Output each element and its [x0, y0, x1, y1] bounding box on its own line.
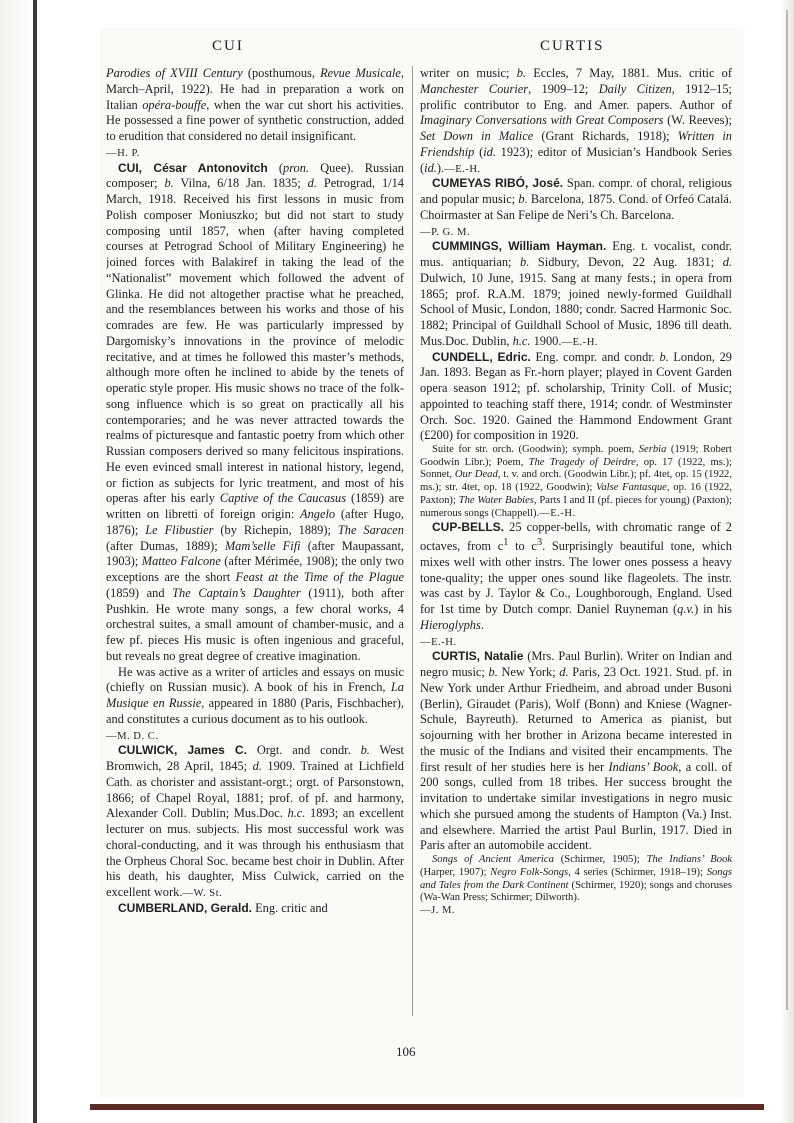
signature: —E.-H. — [561, 336, 599, 348]
entry-cummings: CUMMINGS, William Hayman. Eng. t. vocalist, condr. mus. antiquarian; b. Sidbury, Devon, 22 Aug. 1831; d. Dulwich, 10 June, 1915. Sang at many fests.; in opera from 1865; prof. R.A.M. 1879; joined newly-formed Guildhall School of Music, London, 1880; condr. Sacred Harmonic Soc. 1882; Principal of Guildhall School of Music, 1896 till death. Mus.Doc. Dublin, h.c. 1900.—E.-H. — [420, 239, 732, 348]
entry-culwick: CULWICK, James C. Orgt. and condr. b. West Bromwich, 28 April, 1845; d. 1909. Trained at Lichfield Cath. as chorister and assistant-orgt.; orgt. of Parsonstown, 1866; of Chapel Royal, 1881; prof. of pf. and harmony, Alexander Coll. Dublin; Mus.Doc. h.c. 1893; an excellent lecturer on mus. subjects. His most successful work was choral-conducting, and it was through his enthusiasm that the Orpheus Choral Soc. became best choir in Dublin. After his death, his daughter, Miss Culwick, carried on the excellent work.—W. St. — [106, 743, 404, 899]
headword: CUMEYAS RIBÓ, José. — [432, 176, 564, 191]
headword: CUMBERLAND, Gerald. — [118, 900, 253, 915]
entry-cui-paragraph-2: He was active as a writer of articles and essays on music (chiefly on Russian music). A book of his in French, La Musique en Russie, appeared in 1880 (Paris, Fischbacher), and constitutes a curious document as to his outlook. —M. D. C. — [106, 664, 404, 742]
signature: —M. D. C. — [106, 730, 159, 742]
book-spine-shadow — [0, 0, 34, 1123]
entry-cup-bells: CUP-BELLS. 25 copper-bells, with chromatic range of 2 octaves, from $c^1$ to $c^3$. Surprisingly beautiful tone, which mixes well with other instrs. The lower ones possess a heavy tone-quality; the upper ones sound like flageolets. The instr. was cast by J. Taylor & Co., Loughborough, England. Used for 1st time by Dutch compr. Daniel Ruyneman (q.v.) in his Hieroglyphs. —E.-H. — [420, 520, 732, 648]
entry-cui: CUI, César Antonovitch (pron. Quee). Russian composer; b. Vilna, 6/18 Jan. 1835; d. Petrograd, 1/14 March, 1918. Received his first lessons in music from Polish composer Moniuszko; but did not start to study composing until 1857, when (after having completed courses at Petrograd School of Military Engineering) he joined forces with Balakiref in taking the lead of the “Nationalist” movement which followed the advent of Glinka. He did not altogether practise what he preached, and the resemblances between his works and those of his comrades are few. He was particularly impressed by Dargomisky’s innovations in the province of melodic recitative, and at times he followed this master’s methods, although more often he inclined to abide by the tenets of operatic style proper. His music shows no trace of the folk-song influence which is so great on practically all his contemporaries; and he was never attracted towards the realms of picturesque and fantastic poetry from which other Russian composers derived so many felicitous inspirations. He even evinced small interest in national history, legend, or fiction as subjects for lyric treatment, and most of his operas after his early Captive of the Caucasus (1859) are written on libretti of foreign origin: Angelo (after Hugo, 1876); Le Flibustier (by Richepin, 1889); The Saracen (after Dumas, 1889); Mam’selle Fifi (after Maupassant, 1903); Matteo Falcone (after Mérimée, 1908); the only two exceptions are the short Feast at the Time of the Plague (1859) and The Captain’s Daughter (1911), both after Pushkin. He wrote many songs, a few choral works, 4 orchestral suites, a small amount of chamber-music, and a few pf. pieces His music is often ingenious and graceful, but reveals no great degree of creative imagination. — [106, 160, 404, 663]
running-head-right: CURTIS — [540, 38, 605, 54]
entry-cumeyas-ribo: CUMEYAS RIBÓ, José. Span. compr. of choral, religious and popular music; b. Barcelona, 1875. Cond. of Orfeó Catalá. Choirmaster at San Felipe de Neri’s Ch. Barcelona. —P. G. M. — [420, 176, 732, 238]
page-number: 106 — [396, 1044, 416, 1059]
headword: CUNDELL, Edric. — [432, 349, 531, 364]
book-spine-edge — [33, 0, 37, 1123]
signature: —E.-H. — [420, 636, 457, 648]
book-cover-edge — [90, 1104, 764, 1110]
left-column — [106, 66, 404, 1016]
right-column — [420, 66, 732, 1016]
signature: —E.-H. — [539, 507, 576, 519]
signature: —E.-H. — [444, 163, 481, 175]
entry-cundell: CUNDELL, Edric. Eng. compr. and condr. b. London, 29 Jan. 1893. Began as Fr.-horn player; played in Covent Garden opera season 1912; pf. scholarship, Trinity Coll. of Music; appointed to teaching staff there, 1914; condr. of Westminster Orch. Soc. 1920. Gained the Hammond Endowment Grant (£200) for composition in 1920. — [420, 349, 732, 443]
dictionary-page — [100, 28, 744, 1098]
page-edge-line — [786, 10, 788, 1010]
entry-cui-continued: Parodies of XVIII Century (posthumous, Revue Musicale, March–April, 1922). He had in preparation a work on Italian opéra-bouffe, when the war cut short his activities. He possessed a fine power of synthetic construction, added to erudition that considered no detail insignificant. —H. P. — [106, 66, 404, 159]
signature: —H. P. — [106, 147, 140, 159]
signature: —J. M. — [420, 904, 456, 916]
entry-cumberland-continued: writer on music; b. Eccles, 7 May, 1881. Mus. critic of Manchester Courier, 1909–12; Daily Citizen, 1912–15; prolific contributor to Eng. and Amer. papers. Author of Imaginary Conversations with Great Composers (W. Reeves); Set Down in Malice (Grant Richards, 1918); Written in Friendship (id. 1923); editor of Musician’s Handbook Series (id.).—E.-H. — [420, 66, 732, 175]
headword: CULWICK, James C. — [118, 743, 247, 758]
headword: CUP-BELLS. — [432, 520, 504, 535]
headword: CURTIS, Natalie — [432, 649, 524, 664]
signature: —W. St. — [182, 888, 223, 899]
entry-curtis-works: Songs of Ancient America (Schirmer, 1905); The Indians’ Book (Harper, 1907); Negro Folk-Songs, 4 series (Schirmer, 1918–19); Songs and Tales from the Dark Continent (Schirmer, 1920); songs and choruses (Wa-Wan Press; Schirmer; Dilworth). —J. M. — [420, 854, 732, 916]
column-rule — [412, 66, 413, 1016]
headword: CUMMINGS, William Hayman. — [432, 239, 607, 254]
entry-curtis: CURTIS, Natalie (Mrs. Paul Burlin). Writer on Indian and negro music; b. New York; d. Paris, 23 Oct. 1921. Stud. pf. in New York under Arthur Friedheim, and abroad under Busoni (Berlin), Giraudet (Paris), Wolf (Bonn) and Kniese (Wagner-Schule, Bayreuth). Returned to America as pianist, but sojourning with her brother in Arizona became interested in the music of the Indians and visited their encampments. The first result of her studies here is her Indians’ Book, a coll. of 200 songs, culled from 18 tribes. Her success brought the invitation to undertake similar investigations in negro music which she pursued among the students of Hampton (Va.) Inst. and elsewhere. Married the artist Paul Burlin, 1917. Died in Paris after an automobile accident. — [420, 649, 732, 853]
entry-cumberland: CUMBERLAND, Gerald. Eng. critic and — [118, 900, 328, 915]
signature: —P. G. M. — [420, 226, 471, 238]
headword: CUI, César Antonovitch — [118, 160, 268, 175]
running-head-left: CUI — [212, 38, 244, 54]
running-head — [100, 38, 744, 58]
entry-cundell-works: Suite for str. orch. (Goodwin); symph. poem, Serbia (1919; Robert Goodwin Libr.); Poem, The Tragedy of Deirdre, op. 17 (1922, ms.); Sonnet, Our Dead, t. v. and orch. (Goodwin Libr.); pf. 4tet, op. 15 (1922, ms.); str. 4tet, op. 18 (1922, Goodwin); Valse Fantasque, op. 16 (1922, Paxton); The Water Babies, Parts I and II (pf. pieces for young) (Paxton); numerous songs (Chappell).—E.-H. — [420, 444, 732, 519]
